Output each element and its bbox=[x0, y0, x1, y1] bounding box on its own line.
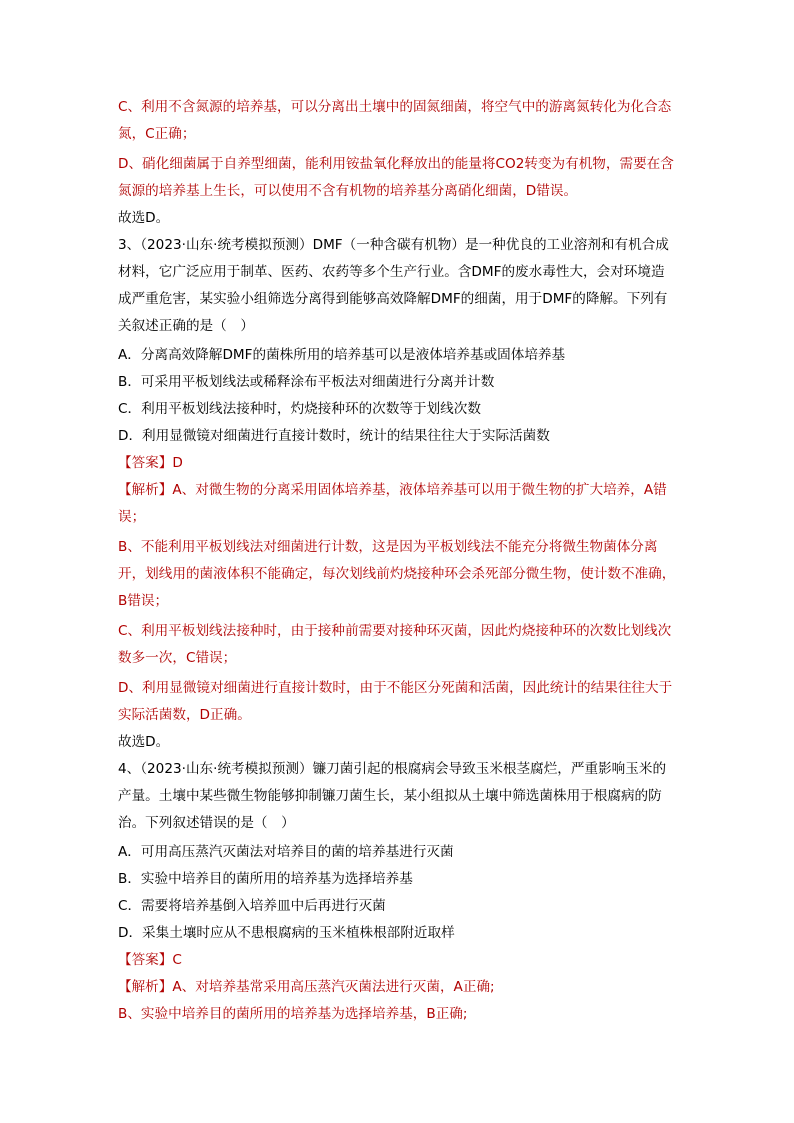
question-3-explanation-c: C、利用平板划线法接种时，由于接种前需要对接种环灭菌，因此灼烧接种环的次数比划线次数多一次，C错误； bbox=[118, 623, 672, 666]
question-4-option-b: B．实验中培养目的菌所用的培养基为选择培养基 bbox=[118, 871, 413, 887]
question-3-explanation-a: 【解析】A、对微生物的分离采用固体培养基，液体培养基可以用于微生物的扩大培养，A错误； bbox=[118, 482, 667, 525]
question-4-option-d: D．采集土壤时应从不患根腐病的玉米植株根部附近取样 bbox=[118, 925, 455, 941]
question-4-explanation-b: B、实验中培养目的菌所用的培养基为选择培养基，B正确; bbox=[118, 1006, 468, 1022]
question-3-option-c: C．利用平板划线法接种时，灼烧接种环的次数等于划线次数 bbox=[118, 401, 481, 417]
question-3-option-d: D．利用显微镜对细菌进行直接计数时，统计的结果往往大于实际活菌数 bbox=[118, 428, 550, 444]
prev-option-d-explanation: D、硝化细菌属于自养型细菌，能利用铵盐氧化释放出的能量将CO2转变为有机物，需要在含氮源的培养基上生长，可以使用不含有机物的培养基分离硝化细菌，D错误。 bbox=[118, 156, 674, 199]
prev-conclusion: 故选D。 bbox=[118, 210, 170, 226]
question-4-explanation-a: 【解析】A、对培养基常采用高压蒸汽灭菌法进行灭菌，A正确; bbox=[118, 979, 495, 995]
question-3-explanation-d: D、利用显微镜对细菌进行直接计数时，由于不能区分死菌和活菌，因此统计的结果往往大于实际活菌数，D正确。 bbox=[118, 680, 673, 723]
question-3-answer: 【答案】D bbox=[118, 455, 183, 471]
question-3-option-a: A．分离高效降解DMF的菌株所用的培养基可以是液体培养基或固体培养基 bbox=[118, 347, 566, 363]
question-3-explanation-b: B、不能利用平板划线法对细菌进行计数，这是因为平板划线法不能充分将微生物菌体分离开，划线用的菌液体积不能确定，每次划线前灼烧接种环会杀死部分微生物，使计数不准确，B错误； bbox=[118, 539, 676, 609]
question-3-stem: 3、（2023·山东·统考模拟预测）DMF（一种含碳有机物）是一种优良的工业溶剂和有机合成材料，它广泛应用于制革、医药、农药等多个生产行业。含DMF的废水毒性大，会对环境造成严重危害，某实验小组筛选分离得到能够高效降解DMF的细菌，用于DMF的降解。下列有关叙述正确的是（ ） bbox=[118, 237, 669, 334]
question-4-stem: 4、（2023·山东·统考模拟预测）镰刀菌引起的根腐病会导致玉米根茎腐烂，严重影响玉米的产量。土壤中某些微生物能够抑制镰刀菌生长，某小组拟从土壤中筛选菌株用于根腐病的防治。下列叙述错误的是（ ） bbox=[118, 761, 667, 831]
question-4-answer: 【答案】C bbox=[118, 952, 182, 968]
question-4-option-c: C．需要将培养基倒入培养皿中后再进行灭菌 bbox=[118, 898, 386, 914]
question-4-option-a: A．可用高压蒸汽灭菌法对培养目的菌的培养基进行灭菌 bbox=[118, 844, 454, 860]
question-3-option-b: B．可采用平板划线法或稀释涂布平板法对细菌进行分离并计数 bbox=[118, 374, 495, 390]
document-page bbox=[118, 94, 678, 1028]
prev-option-c-explanation: C、利用不含氮源的培养基，可以分离出土壤中的固氮细菌，将空气中的游离氮转化为化合态氮，C正确； bbox=[118, 99, 672, 142]
question-3-conclusion: 故选D。 bbox=[118, 734, 170, 750]
